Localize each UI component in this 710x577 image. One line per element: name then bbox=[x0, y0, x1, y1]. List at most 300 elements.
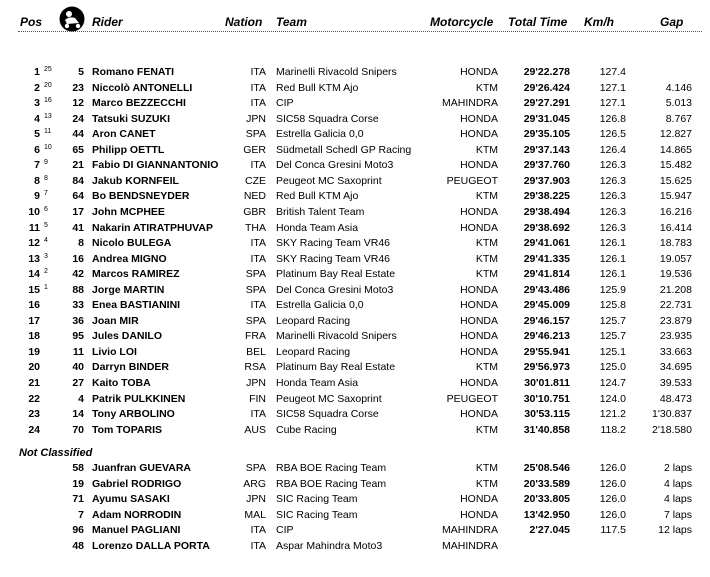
motorcycle-cell: HONDA bbox=[460, 221, 498, 234]
gap-cell: 16.216 bbox=[659, 205, 692, 218]
motorcycle-cell: HONDA bbox=[460, 299, 498, 312]
pos-cell: 8 bbox=[34, 174, 40, 187]
table-row bbox=[0, 461, 710, 477]
motorcycle-cell: HONDA bbox=[460, 408, 498, 421]
nation-cell: BEL bbox=[246, 345, 266, 358]
header-kmh: Km/h bbox=[584, 15, 614, 29]
grid-cell: 25 bbox=[44, 66, 52, 73]
gap-cell: 23.935 bbox=[659, 330, 692, 343]
gap-cell: 16.414 bbox=[659, 221, 692, 234]
kmh-cell: 126.3 bbox=[599, 159, 626, 172]
header-gap: Gap bbox=[660, 15, 684, 29]
kmh-cell: 126.0 bbox=[599, 493, 626, 506]
table-row bbox=[0, 65, 710, 81]
pos-cell: 18 bbox=[28, 330, 40, 343]
rider-cell: Nicolo BULEGA bbox=[92, 237, 172, 250]
nation-cell: MAL bbox=[244, 508, 266, 521]
motorcycle-cell: KTM bbox=[475, 462, 498, 474]
time-cell: 20'33.589 bbox=[523, 477, 570, 490]
pos-cell: 22 bbox=[28, 392, 40, 405]
team-cell: CIP bbox=[276, 97, 294, 110]
team-cell: SIC Racing Team bbox=[276, 508, 358, 521]
time-cell: 29'31.045 bbox=[523, 112, 570, 125]
motorcycle-cell: KTM bbox=[475, 81, 498, 94]
time-cell: 29'37.760 bbox=[523, 159, 570, 172]
gap-cell: 19.057 bbox=[659, 252, 692, 265]
team-cell: Del Conca Gresini Moto3 bbox=[276, 159, 394, 172]
pos-cell: 23 bbox=[28, 408, 40, 421]
motorcycle-rider-icon bbox=[59, 6, 85, 32]
table-header bbox=[0, 0, 710, 33]
time-cell: 29'41.335 bbox=[523, 252, 570, 265]
team-cell: Peugeot MC Saxoprint bbox=[276, 392, 382, 405]
pos-cell: 15 bbox=[28, 283, 40, 296]
pos-cell: 19 bbox=[28, 345, 40, 358]
kmh-cell: 126.0 bbox=[599, 477, 626, 490]
nation-cell: ITA bbox=[250, 237, 266, 250]
kmh-cell: 125.1 bbox=[599, 345, 626, 358]
motorcycle-cell: HONDA bbox=[460, 314, 498, 327]
team-cell: Leopard Racing bbox=[276, 314, 351, 327]
rider-cell: Nakarin ATIRATPHUVAP bbox=[92, 221, 213, 234]
table-row bbox=[0, 477, 710, 493]
number-cell: 7 bbox=[78, 508, 84, 521]
table-row bbox=[0, 492, 710, 508]
table-row bbox=[0, 96, 710, 112]
time-cell: 29'27.291 bbox=[523, 97, 570, 110]
grid-cell: 10 bbox=[44, 143, 52, 151]
table-row bbox=[0, 298, 710, 314]
rider-cell: Manuel PAGLIANI bbox=[92, 524, 181, 537]
table-row bbox=[0, 407, 710, 423]
rider-cell: Tatsuki SUZUKI bbox=[92, 112, 170, 125]
motorcycle-cell: PEUGEOT bbox=[446, 174, 498, 187]
pos-cell: 14 bbox=[28, 268, 40, 281]
table-row bbox=[0, 345, 710, 361]
grid-cell: 16 bbox=[44, 97, 52, 105]
not-classified-heading: Not Classified bbox=[19, 447, 93, 459]
rider-cell: Aron CANET bbox=[92, 128, 156, 141]
number-cell: 65 bbox=[72, 143, 84, 156]
gap-cell: 34.695 bbox=[659, 361, 692, 374]
number-cell: 41 bbox=[72, 221, 84, 234]
rider-cell: Adam NORRODIN bbox=[92, 508, 182, 521]
team-cell: Red Bull KTM Ajo bbox=[276, 190, 359, 203]
kmh-cell: 127.4 bbox=[599, 66, 626, 78]
rider-cell: Romano FENATI bbox=[92, 66, 175, 78]
rider-cell: Jakub KORNFEIL bbox=[92, 174, 179, 187]
table-row bbox=[0, 158, 710, 174]
time-cell: 29'38.225 bbox=[523, 190, 570, 203]
grid-cell: 5 bbox=[44, 221, 48, 229]
gap-cell: 23.879 bbox=[659, 314, 692, 327]
time-cell: 20'33.805 bbox=[523, 493, 570, 506]
table-row bbox=[0, 523, 710, 539]
kmh-cell: 126.3 bbox=[599, 174, 626, 187]
nation-cell: ITA bbox=[250, 252, 266, 265]
pos-cell: 6 bbox=[34, 143, 40, 156]
motorcycle-cell: KTM bbox=[475, 237, 498, 250]
team-cell: Platinum Bay Real Estate bbox=[276, 361, 396, 374]
nation-cell: ITA bbox=[250, 539, 266, 552]
kmh-cell: 126.3 bbox=[599, 221, 626, 234]
table-row bbox=[0, 236, 710, 252]
number-cell: 14 bbox=[72, 408, 84, 421]
gap-cell: 2'18.580 bbox=[652, 423, 692, 436]
team-cell: SIC58 Squadra Corse bbox=[276, 112, 379, 125]
nation-cell: FIN bbox=[249, 392, 266, 405]
rider-cell: Jules DANILO bbox=[92, 330, 163, 343]
team-cell: CIP bbox=[276, 524, 294, 537]
rider-cell: Marco BEZZECCHI bbox=[92, 97, 186, 110]
rider-cell: Darryn BINDER bbox=[92, 361, 170, 374]
rider-cell: Andrea MIGNO bbox=[92, 252, 167, 265]
grid-cell: 8 bbox=[44, 174, 48, 182]
rider-cell: Marcos RAMIREZ bbox=[92, 268, 180, 281]
table-row bbox=[0, 283, 710, 299]
kmh-cell: 126.1 bbox=[599, 252, 626, 265]
gap-cell: 12.827 bbox=[659, 128, 692, 141]
time-cell: 13'42.950 bbox=[523, 508, 570, 521]
kmh-cell: 125.7 bbox=[599, 314, 626, 327]
number-cell: 42 bbox=[72, 268, 84, 281]
nation-cell: ARG bbox=[243, 477, 266, 490]
gap-cell: 14.865 bbox=[659, 143, 692, 156]
grid-cell: 1 bbox=[44, 283, 48, 291]
header-motorcycle: Motorcycle bbox=[430, 15, 494, 29]
rider-cell: Patrik PULKKINEN bbox=[92, 392, 186, 405]
kmh-cell: 126.4 bbox=[599, 143, 626, 156]
nation-cell: CZE bbox=[245, 174, 266, 187]
motorcycle-cell: MAHINDRA bbox=[441, 97, 498, 110]
gap-cell: 15.625 bbox=[659, 174, 692, 187]
team-cell: Platinum Bay Real Estate bbox=[276, 268, 396, 281]
kmh-cell: 125.0 bbox=[599, 361, 626, 374]
motorcycle-cell: HONDA bbox=[460, 128, 498, 141]
kmh-cell: 126.5 bbox=[599, 128, 626, 141]
time-cell: 29'41.814 bbox=[523, 268, 570, 281]
header-pos: Pos bbox=[20, 15, 43, 29]
nation-cell: RSA bbox=[244, 361, 266, 374]
table-row bbox=[0, 174, 710, 190]
number-cell: 17 bbox=[72, 205, 84, 218]
time-cell: 29'22.278 bbox=[523, 66, 570, 78]
number-cell: 16 bbox=[72, 252, 84, 265]
gap-cell: 15.482 bbox=[659, 159, 692, 172]
grid-cell: 11 bbox=[44, 128, 52, 136]
nation-cell: SPA bbox=[245, 314, 266, 327]
gap-cell: 19.536 bbox=[659, 268, 692, 281]
kmh-cell: 118.2 bbox=[600, 423, 626, 436]
time-cell: 31'40.858 bbox=[523, 423, 570, 436]
gap-cell: 4 laps bbox=[663, 477, 692, 490]
number-cell: 21 bbox=[72, 159, 84, 172]
time-cell: 29'38.692 bbox=[523, 221, 570, 234]
number-cell: 19 bbox=[72, 477, 84, 490]
grid-cell: 6 bbox=[44, 205, 48, 213]
grid-cell: 13 bbox=[44, 112, 52, 120]
pos-cell: 3 bbox=[34, 97, 40, 110]
number-cell: 36 bbox=[72, 314, 84, 327]
nation-cell: AUS bbox=[244, 423, 266, 436]
team-cell: Honda Team Asia bbox=[276, 221, 359, 234]
pos-cell: 1 bbox=[34, 66, 40, 78]
nation-cell: ITA bbox=[250, 66, 266, 78]
motorcycle-cell: MAHINDRA bbox=[441, 524, 498, 537]
motorcycle-cell: KTM bbox=[475, 268, 498, 281]
table-row bbox=[0, 392, 710, 408]
table-row bbox=[0, 539, 710, 555]
time-cell: 29'45.009 bbox=[523, 299, 570, 312]
motorcycle-cell: HONDA bbox=[460, 66, 498, 78]
nation-cell: ITA bbox=[250, 81, 266, 94]
kmh-cell: 126.8 bbox=[599, 112, 626, 125]
nation-cell: JPN bbox=[246, 377, 266, 389]
nation-cell: SPA bbox=[245, 128, 266, 141]
kmh-cell: 127.1 bbox=[599, 81, 626, 94]
time-cell: 29'46.157 bbox=[523, 314, 570, 327]
team-cell: SIC Racing Team bbox=[276, 493, 358, 506]
number-cell: 8 bbox=[78, 237, 84, 250]
team-cell: British Talent Team bbox=[276, 205, 365, 218]
motorcycle-cell: HONDA bbox=[460, 345, 498, 358]
header-rider: Rider bbox=[92, 15, 123, 29]
rider-cell: Philipp OETTL bbox=[92, 143, 165, 156]
header-nation: Nation bbox=[225, 15, 263, 29]
grid-cell: 4 bbox=[44, 237, 48, 245]
number-cell: 96 bbox=[72, 524, 84, 537]
time-cell: 29'56.973 bbox=[523, 361, 570, 374]
nation-cell: SPA bbox=[245, 283, 266, 296]
gap-cell: 12 laps bbox=[658, 524, 692, 537]
kmh-cell: 121.2 bbox=[599, 408, 626, 421]
table-row bbox=[0, 267, 710, 283]
time-cell: 30'01.811 bbox=[524, 377, 570, 389]
time-cell: 2'27.045 bbox=[529, 524, 570, 537]
number-cell: 12 bbox=[72, 97, 84, 110]
rider-cell: Enea BASTIANINI bbox=[92, 299, 181, 312]
number-cell: 4 bbox=[78, 392, 84, 405]
header-divider bbox=[18, 31, 702, 32]
gap-cell: 39.533 bbox=[659, 377, 692, 389]
rider-cell: Livio LOI bbox=[92, 345, 137, 358]
nation-cell: SPA bbox=[245, 268, 266, 281]
nation-cell: JPN bbox=[246, 112, 266, 125]
time-cell: 29'26.424 bbox=[523, 81, 570, 94]
header-team: Team bbox=[276, 15, 307, 29]
team-cell: Südmetall Schedl GP Racing bbox=[276, 143, 412, 156]
pos-cell: 5 bbox=[34, 128, 40, 141]
rider-cell: John MCPHEE bbox=[92, 205, 165, 218]
gap-cell: 48.473 bbox=[659, 392, 692, 405]
time-cell: 29'35.105 bbox=[523, 128, 570, 141]
motorcycle-cell: HONDA bbox=[460, 377, 498, 389]
pos-cell: 7 bbox=[34, 159, 40, 172]
team-cell: Red Bull KTM Ajo bbox=[276, 81, 359, 94]
kmh-cell: 125.7 bbox=[599, 330, 626, 343]
number-cell: 58 bbox=[72, 462, 84, 474]
number-cell: 24 bbox=[72, 112, 84, 125]
time-cell: 30'53.115 bbox=[524, 408, 570, 421]
time-cell: 29'41.061 bbox=[523, 237, 570, 250]
team-cell: SKY Racing Team VR46 bbox=[276, 237, 391, 250]
gap-cell: 18.783 bbox=[659, 237, 692, 250]
grid-cell: 2 bbox=[44, 268, 48, 276]
motorcycle-cell: KTM bbox=[475, 423, 498, 436]
pos-cell: 4 bbox=[34, 112, 40, 125]
pos-cell: 10 bbox=[28, 205, 40, 218]
grid-cell: 7 bbox=[44, 190, 48, 198]
table-row bbox=[0, 360, 710, 376]
team-cell: RBA BOE Racing Team bbox=[276, 462, 387, 474]
team-cell: Estrella Galicia 0,0 bbox=[276, 299, 364, 312]
team-cell: Marinelli Rivacold Snipers bbox=[276, 330, 397, 343]
nation-cell: NED bbox=[243, 190, 266, 203]
rider-cell: Fabio DI GIANNANTONIO bbox=[92, 159, 219, 172]
kmh-cell: 126.1 bbox=[599, 237, 626, 250]
time-cell: 29'38.494 bbox=[523, 205, 570, 218]
pos-cell: 17 bbox=[28, 314, 40, 327]
motorcycle-cell: HONDA bbox=[460, 283, 498, 296]
team-cell: Aspar Mahindra Moto3 bbox=[276, 539, 383, 552]
number-cell: 11 bbox=[72, 345, 84, 358]
time-cell: 29'55.941 bbox=[523, 345, 570, 358]
rider-cell: Gabriel RODRIGO bbox=[92, 477, 182, 490]
kmh-cell: 125.9 bbox=[599, 283, 626, 296]
gap-cell: 1'30.837 bbox=[652, 408, 692, 421]
table-row bbox=[0, 189, 710, 205]
pos-cell: 21 bbox=[28, 377, 40, 389]
rider-cell: Niccolò ANTONELLI bbox=[92, 81, 193, 94]
pos-cell: 12 bbox=[28, 237, 40, 250]
kmh-cell: 124.0 bbox=[599, 392, 626, 405]
rider-cell: Juanfran GUEVARA bbox=[92, 462, 191, 474]
table-row bbox=[0, 508, 710, 524]
rider-cell: Tom TOPARIS bbox=[92, 423, 163, 436]
pos-cell: 9 bbox=[34, 190, 40, 203]
time-cell: 25'08.546 bbox=[523, 462, 570, 474]
table-row bbox=[0, 127, 710, 143]
number-cell: 88 bbox=[72, 283, 84, 296]
gap-cell: 7 laps bbox=[663, 508, 692, 521]
time-cell: 29'37.143 bbox=[523, 143, 570, 156]
number-cell: 64 bbox=[72, 190, 84, 203]
nation-cell: SPA bbox=[245, 462, 266, 474]
number-cell: 71 bbox=[72, 493, 84, 506]
table-row bbox=[0, 423, 710, 439]
gap-cell: 22.731 bbox=[659, 299, 692, 312]
team-cell: Del Conca Gresini Moto3 bbox=[276, 283, 394, 296]
grid-cell: 9 bbox=[44, 159, 48, 167]
team-cell: SKY Racing Team VR46 bbox=[276, 252, 391, 265]
motorcycle-cell: KTM bbox=[475, 190, 498, 203]
number-cell: 48 bbox=[72, 539, 84, 552]
rider-cell: Joan MIR bbox=[92, 314, 139, 327]
nation-cell: GBR bbox=[243, 205, 266, 218]
team-cell: Cube Racing bbox=[276, 423, 337, 436]
grid-cell: 20 bbox=[44, 81, 52, 89]
motorcycle-cell: HONDA bbox=[460, 508, 498, 521]
motorcycle-cell: KTM bbox=[475, 477, 498, 490]
nation-cell: ITA bbox=[250, 299, 266, 312]
pos-cell: 24 bbox=[28, 423, 40, 436]
pos-cell: 2 bbox=[34, 81, 40, 94]
motorcycle-cell: HONDA bbox=[460, 330, 498, 343]
kmh-cell: 126.1 bbox=[599, 268, 626, 281]
time-cell: 29'43.486 bbox=[523, 283, 570, 296]
pos-cell: 16 bbox=[28, 299, 40, 312]
kmh-cell: 126.3 bbox=[599, 205, 626, 218]
pos-cell: 20 bbox=[28, 361, 40, 374]
kmh-cell: 117.5 bbox=[600, 524, 626, 537]
team-cell: Leopard Racing bbox=[276, 345, 351, 358]
team-cell: Honda Team Asia bbox=[276, 377, 359, 389]
nation-cell: GER bbox=[243, 143, 266, 156]
kmh-cell: 126.0 bbox=[599, 508, 626, 521]
motorcycle-cell: KTM bbox=[475, 143, 498, 156]
number-cell: 23 bbox=[72, 81, 84, 94]
table-row bbox=[0, 221, 710, 237]
nation-cell: ITA bbox=[250, 159, 266, 172]
grid-cell: 3 bbox=[44, 252, 48, 260]
number-cell: 27 bbox=[72, 377, 84, 389]
table-row bbox=[0, 81, 710, 97]
time-cell: 29'46.213 bbox=[523, 330, 570, 343]
number-cell: 5 bbox=[78, 66, 84, 78]
nation-cell: ITA bbox=[250, 408, 266, 421]
pos-cell: 11 bbox=[28, 221, 40, 234]
time-cell: 29'37.903 bbox=[523, 174, 570, 187]
team-cell: Estrella Galicia 0,0 bbox=[276, 128, 364, 141]
nation-cell: FRA bbox=[245, 330, 266, 343]
gap-cell: 15.947 bbox=[659, 190, 692, 203]
number-cell: 44 bbox=[72, 128, 84, 141]
rider-cell: Bo BENDSNEYDER bbox=[92, 190, 190, 203]
team-cell: SIC58 Squadra Corse bbox=[276, 408, 379, 421]
table-row bbox=[0, 205, 710, 221]
header-total-time: Total Time bbox=[508, 15, 568, 29]
table-row bbox=[0, 252, 710, 268]
motorcycle-cell: HONDA bbox=[460, 205, 498, 218]
table-row bbox=[0, 329, 710, 345]
kmh-cell: 126.0 bbox=[599, 462, 626, 474]
gap-cell: 2 laps bbox=[663, 462, 692, 474]
motorcycle-cell: HONDA bbox=[460, 112, 498, 125]
kmh-cell: 125.8 bbox=[599, 299, 626, 312]
motorcycle-cell: HONDA bbox=[460, 493, 498, 506]
rider-cell: Jorge MARTIN bbox=[92, 283, 165, 296]
kmh-cell: 126.3 bbox=[599, 190, 626, 203]
gap-cell: 5.013 bbox=[665, 97, 692, 110]
motorcycle-cell: KTM bbox=[475, 252, 498, 265]
motorcycle-cell: KTM bbox=[475, 361, 498, 374]
table-row bbox=[0, 143, 710, 159]
motorcycle-cell: MAHINDRA bbox=[441, 539, 498, 552]
kmh-cell: 127.1 bbox=[599, 97, 626, 110]
number-cell: 33 bbox=[72, 299, 84, 312]
gap-cell: 4.146 bbox=[665, 81, 692, 94]
nation-cell: THA bbox=[245, 221, 266, 234]
table-row bbox=[0, 314, 710, 330]
gap-cell: 33.663 bbox=[659, 345, 692, 358]
nation-cell: ITA bbox=[250, 524, 266, 537]
rider-cell: Ayumu SASAKI bbox=[92, 493, 170, 506]
table-row bbox=[0, 112, 710, 128]
rider-cell: Lorenzo DALLA PORTA bbox=[92, 539, 210, 552]
gap-cell: 8.767 bbox=[665, 112, 692, 125]
nation-cell: ITA bbox=[250, 97, 266, 110]
team-cell: Marinelli Rivacold Snipers bbox=[276, 66, 397, 78]
